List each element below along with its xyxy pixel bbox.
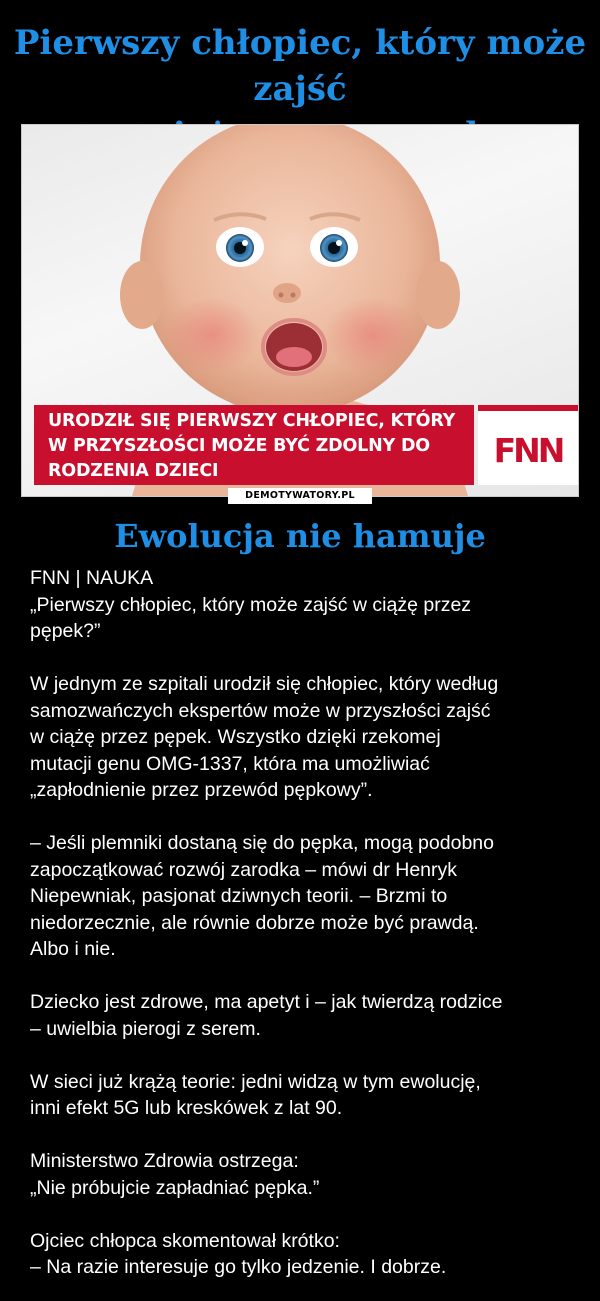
baby-nose — [273, 283, 301, 303]
article-line: W sieci już krążą teorie: jedni widzą w tym ewolucję, — [30, 1070, 481, 1093]
fnn-logo — [478, 405, 578, 485]
article-line: Ministerstwo Zdrowia ostrzega: — [30, 1150, 299, 1172]
article-line: Ojciec chłopca skomentował krótko: — [30, 1229, 340, 1252]
title-line-1: Pierwszy chłopiec, który może zajść — [13, 23, 587, 109]
site-watermark: DEMOTYWATORY.PL — [228, 488, 372, 504]
article-line: – uwielbia pierogi z serem. — [30, 1017, 261, 1040]
baby-cheek-right — [324, 297, 420, 373]
demotivator-subtitle: Ewolucja nie hamuje — [114, 517, 486, 555]
baby-cheek-left — [164, 297, 260, 373]
article-line: W jednym ze szpitali urodził się chłopiec, który według — [30, 673, 499, 695]
article-line — [30, 1122, 575, 1149]
article-line: pępek?” — [30, 620, 101, 642]
article-text — [30, 565, 575, 1281]
article-line: „zapłodnienie przez przewód pępkowy”. — [30, 779, 373, 801]
article-line: samozwańczych ekspertów może w przyszłości zajść — [30, 699, 491, 722]
banner-line-2: W PRZYSZŁOŚCI MOŻE BYĆ ZDOLNY DO — [48, 436, 430, 456]
news-banner — [34, 405, 564, 485]
banner-line-3: RODZENIA DZIECI — [48, 461, 219, 481]
article-line — [30, 963, 575, 990]
article-line — [30, 645, 575, 672]
baby-head — [140, 125, 440, 415]
fnn-logo-text: FNN — [493, 431, 563, 470]
article-line: „Nie próbujcie zapładniać pępka.” — [30, 1176, 320, 1199]
article-line: inni efekt 5G lub kreskówek z lat 90. — [30, 1097, 343, 1119]
article-line — [30, 1042, 575, 1069]
article-line: – Na razie interesuje go tylko jedzenie. I dobrze. — [30, 1256, 447, 1278]
banner-headline — [48, 409, 468, 484]
banner-line-1: URODZIŁ SIĘ PIERWSZY CHŁOPIEC, KTÓRY — [48, 411, 456, 431]
baby-ear-left — [120, 261, 164, 329]
article-line: Albo i nie. — [30, 938, 116, 960]
article-line: „Pierwszy chłopiec, który może zajść w ciążę przez — [30, 593, 472, 616]
article-line — [30, 1201, 575, 1228]
article-line — [30, 804, 575, 831]
baby-ear-right — [416, 261, 460, 329]
article-line: niedorzecznie, ale równie dobrze może być prawdą. — [30, 911, 479, 934]
article-line: – Jeśli plemniki dostaną się do pępka, mogą podobno — [30, 832, 494, 854]
article-line: zapoczątkować rozwój zarodka – mówi dr Henryk — [30, 858, 458, 881]
news-image — [21, 124, 579, 497]
banner-background — [34, 405, 474, 485]
article-line: FNN | NAUKA — [30, 567, 154, 589]
article-line: Niepewniak, pasjonat dziwnych teorii. – Brzmi to — [30, 885, 448, 907]
article-line: mutacji genu OMG-1337, która ma umożliwiać — [30, 752, 430, 775]
article-line: Dziecko jest zdrowe, ma apetyt i – jak twierdzą rodzice — [30, 991, 503, 1013]
article-line: w ciążę przez pępek. Wszystko dzięki rzekomej — [30, 726, 441, 748]
